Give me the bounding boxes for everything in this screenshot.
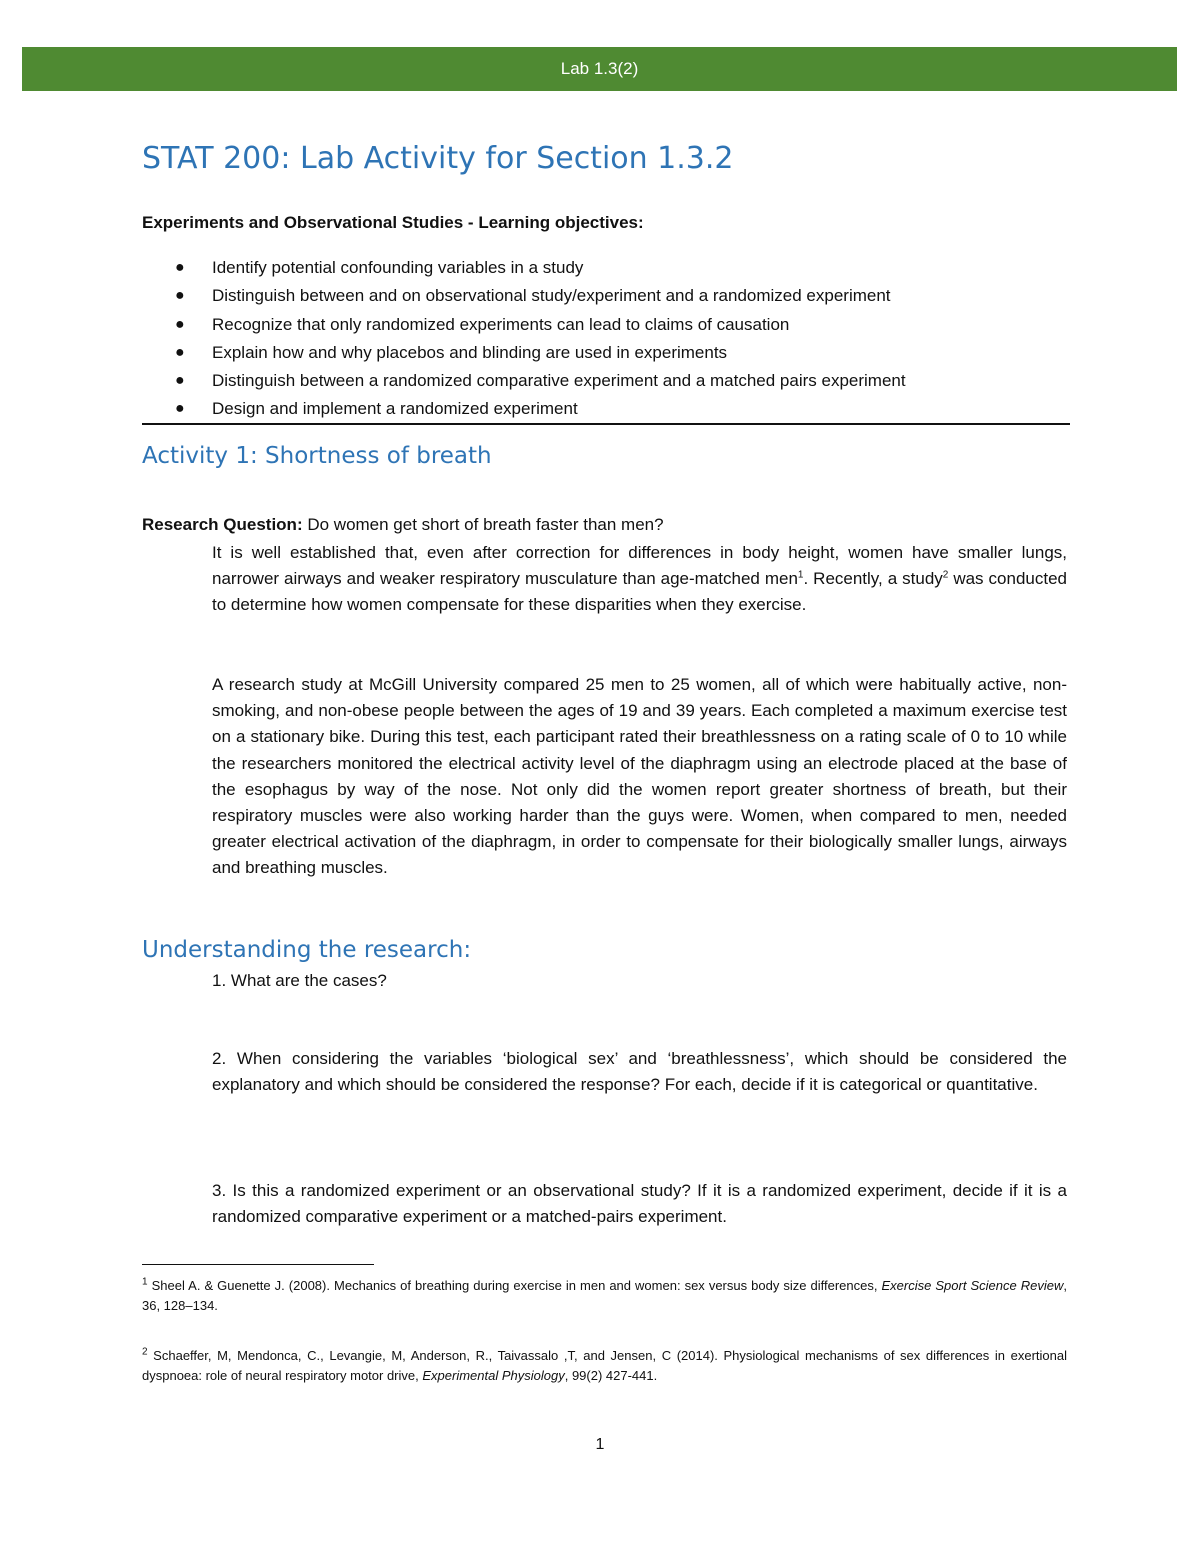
header-title: Lab 1.3(2) bbox=[560, 59, 639, 78]
section-divider bbox=[142, 423, 1070, 425]
bullet-icon: ● bbox=[175, 343, 185, 361]
list-item: ● Recognize that only randomized experiments can lead to claims of causation bbox=[142, 313, 1072, 341]
footnote-1: $^1$ Sheel A. & Guenette J. (2008). Mechanics of breathing during exercise in men and women: sex versus body size differences, Exercise Sport Science Review, 36, 128–134. bbox=[142, 1276, 1067, 1313]
research-question bbox=[142, 515, 664, 535]
list-item: ● Design and implement a randomized experiment bbox=[142, 397, 1072, 425]
list-item: ● Distinguish between and on observational study/experiment and a randomized experiment bbox=[142, 284, 1072, 312]
list-item: ● Distinguish between a randomized comparative experiment and a matched pairs experiment bbox=[142, 369, 1072, 397]
page-title: STAT 200: Lab Activity for Section 1.3.2 bbox=[142, 141, 734, 176]
footnote-ref-1[interactable]: 1 bbox=[797, 569, 804, 581]
question-3: 3. Is this a randomized experiment or an observational study? If it is a randomized experiment, decide if it is a randomized comparative experiment or a matched-pairs experiment. bbox=[212, 1181, 1067, 1227]
objectives-list bbox=[142, 256, 1072, 426]
research-question-label: Research Question: bbox=[142, 515, 303, 534]
footnote-ref-2[interactable]: 2 bbox=[942, 569, 949, 581]
list-item: ● Identify potential confounding variables in a study bbox=[142, 256, 1072, 284]
bullet-icon: ● bbox=[175, 259, 185, 276]
objectives-heading: Experiments and Observational Studies - Learning objectives: bbox=[142, 213, 644, 232]
research-question-text: Do women get short of breath faster than men? bbox=[302, 515, 664, 534]
activity-title: Activity 1: Shortness of breath bbox=[142, 443, 492, 469]
footnote-divider bbox=[142, 1264, 374, 1265]
understanding-title: Understanding the research: bbox=[142, 937, 472, 963]
header-bar bbox=[22, 47, 1177, 91]
bullet-icon: ● bbox=[175, 315, 185, 333]
page-number: 1 bbox=[595, 1436, 605, 1453]
bullet-icon: ● bbox=[175, 372, 185, 390]
bullet-icon: ● bbox=[175, 400, 185, 418]
footnote-2: $^2$ Schaeffer, M, Mendonca, C., Levangie, M, Anderson, R., Taivassalo ,T, and Jensen, C (2014). Physiological mechanisms of sex differences in exertional dyspnoea: role of neural respiratory motor drive, Experimental Physiology, 99(2) 427-441. bbox=[142, 1346, 1067, 1383]
question-2: 2. When considering the variables ‘biological sex’ and ‘breathlessness’, which should be considered the explanatory and which should be considered the response? For each, decide if it is categorical or quantitative. bbox=[212, 1049, 1067, 1095]
list-item: ● Explain how and why placebos and blinding are used in experiments bbox=[142, 341, 1072, 369]
bullet-icon: ● bbox=[175, 287, 185, 305]
intro-paragraph: It is well established that, even after correction for differences in body height, women have smaller lungs, narrower airways and weaker respiratory musculature than age-matched men$^1$. Recently, a study$^2$ was conducted to determine how women compensate for these disparities when they exercise. bbox=[212, 543, 1067, 615]
study-paragraph: A research study at McGill University compared 25 men to 25 women, all of which were habitually active, non-smoking, and non-obese people between the ages of 19 and 39 years. Each completed a maximum exercise test on a stationary bike. During this test, each participant rated their breathlessness on a rating scale of 0 to 10 while the researchers monitored the electrical activity level of the diaphragm using an electrode placed at the base of the esophagus by way of the nose. Not only did the women report greater shortness of breath, but their respiratory muscles were also working harder than the guys were. Women, when compared to men, needed greater electrical activation of the diaphragm, in order to compensate for their biologically smaller lungs, airways and breathing muscles. bbox=[212, 675, 1067, 878]
question-1: 1. What are the cases? bbox=[212, 971, 387, 990]
